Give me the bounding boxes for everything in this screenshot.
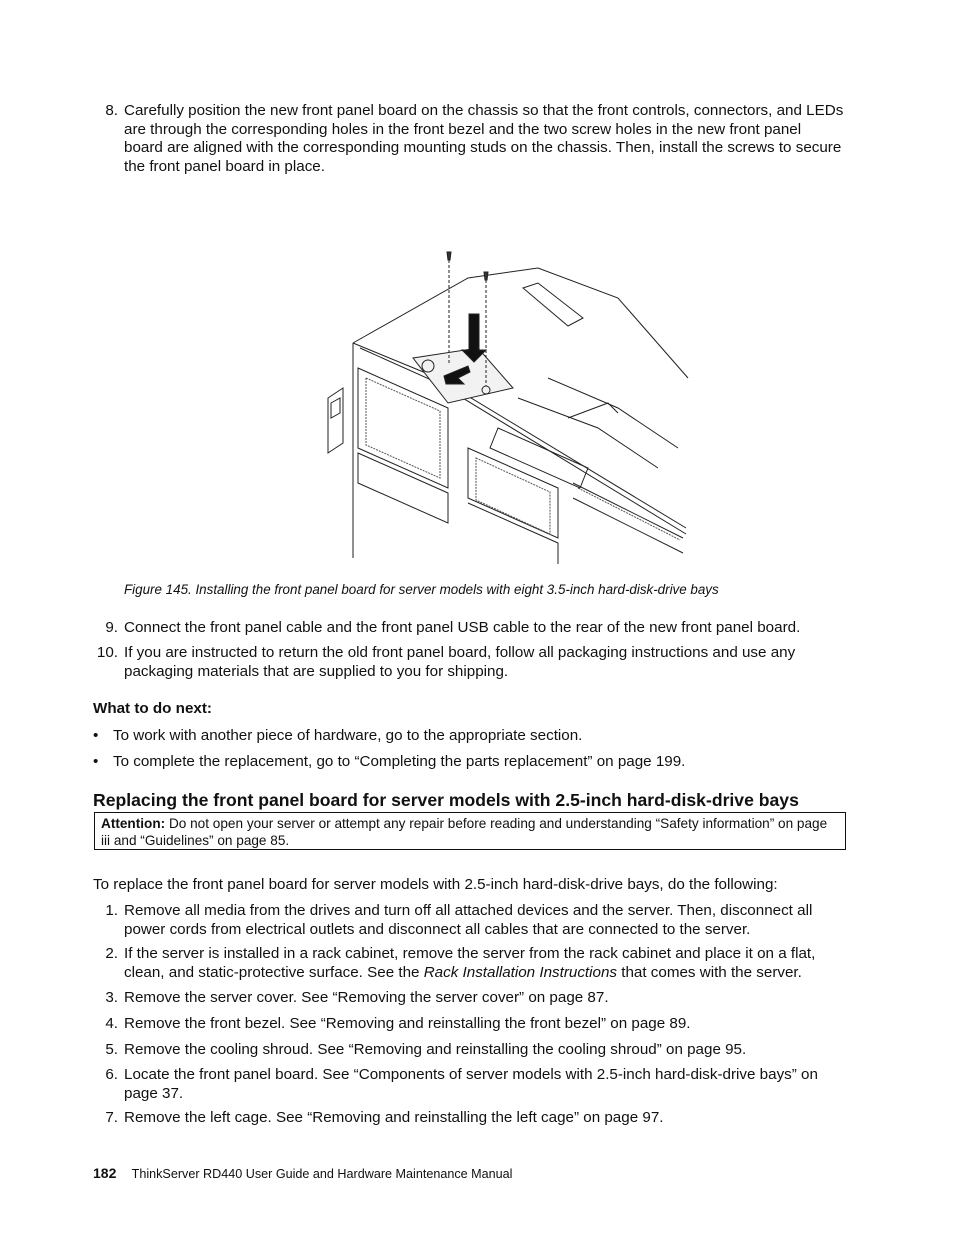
step-text: Carefully position the new front panel board on the chassis so that the front controls, connectors, and LEDs are through the corresponding holes in the front bezel and the two screw holes in the new front panel board are aligned with the corresponding mounting studs on the chassis. Then, install the screws to secure the front panel board in place.: [124, 102, 844, 175]
step-number: 9.: [105, 619, 118, 636]
step-10: [94, 644, 844, 681]
step-number: 10.: [96, 644, 118, 661]
step-b2: [94, 945, 844, 982]
step-text: Remove the left cage. See “Removing and reinstalling the left cage” on page 97.: [124, 1109, 664, 1126]
step-number: 5.: [105, 1041, 118, 1058]
step-8: [94, 102, 844, 176]
attention-label: Attention:: [101, 816, 166, 831]
page-number: 182: [93, 1165, 117, 1181]
what-to-do-next-heading: What to do next:: [93, 700, 212, 717]
step-number: 7.: [105, 1109, 118, 1126]
next-bullet-1: [93, 727, 853, 746]
step-text: [124, 945, 844, 982]
attention-box: [94, 812, 846, 850]
bullet-marker: •: [93, 753, 99, 770]
step-number: 1.: [105, 902, 118, 919]
step-number: 8.: [105, 102, 118, 119]
server-chassis-drawing: [318, 238, 690, 564]
front-panel-board-illustration: [318, 238, 690, 564]
step-number: 6.: [105, 1066, 118, 1083]
bullet-marker: •: [93, 727, 99, 744]
step-text: If you are instructed to return the old front panel board, follow all packaging instructions and use any packaging materials that are supplied to you for shipping.: [124, 644, 796, 680]
step-text-part: that comes with the server.: [617, 963, 802, 981]
step-text-part: If the server is installed in a rack cabinet, remove the server from the rack cabinet and place it on a flat, clean, and static-protective surface. See the: [124, 945, 816, 981]
step-text: Connect the front panel cable and the front panel USB cable to the rear of the new front panel board.: [124, 619, 801, 636]
step-9: [94, 619, 844, 638]
step-text: Remove the cooling shroud. See “Removing and reinstalling the cooling shroud” on page 95.: [124, 1041, 747, 1058]
step-b6: [94, 1066, 844, 1103]
step-b3: [94, 989, 844, 1008]
step-b4: [94, 1015, 844, 1034]
step-text: Remove the front bezel. See “Removing and reinstalling the front bezel” on page 89.: [124, 1015, 691, 1032]
step-text: Remove the server cover. See “Removing the server cover” on page 87.: [124, 989, 609, 1006]
step-b5: [94, 1041, 844, 1060]
bullet-text: To work with another piece of hardware, go to the appropriate section.: [113, 727, 583, 744]
step-number: 4.: [105, 1015, 118, 1032]
section-title: Replacing the front panel board for server models with 2.5-inch hard-disk-drive bays: [93, 790, 799, 810]
figure-caption: Figure 145. Installing the front panel board for server models with eight 3.5-inch hard-disk-drive bays: [124, 582, 719, 597]
rack-instructions-title: Rack Installation Instructions: [423, 963, 618, 981]
bullet-text: To complete the replacement, go to “Completing the parts replacement” on page 199.: [113, 753, 686, 770]
step-number: 2.: [105, 945, 118, 962]
step-text: Remove all media from the drives and turn off all attached devices and the server. Then, disconnect all power cords from electrical outlets and disconnect all cables that are connected to the server.: [124, 902, 813, 938]
step-text: Locate the front panel board. See “Components of server models with 2.5-inch hard-disk-drive bays” on page 37.: [124, 1066, 818, 1102]
page-footer: [93, 1165, 512, 1181]
next-bullet-2: [93, 753, 853, 772]
section-intro: To replace the front panel board for server models with 2.5-inch hard-disk-drive bays, do the following:: [93, 876, 778, 893]
step-b7: [94, 1109, 844, 1128]
step-b1: [94, 902, 844, 939]
step-number: 3.: [105, 989, 118, 1006]
attention-text: Do not open your server or attempt any repair before reading and understanding “Safety information” on page iii and “Guidelines” on page 85.: [101, 816, 828, 848]
manual-title: ThinkServer RD440 User Guide and Hardware Maintenance Manual: [131, 1167, 513, 1181]
